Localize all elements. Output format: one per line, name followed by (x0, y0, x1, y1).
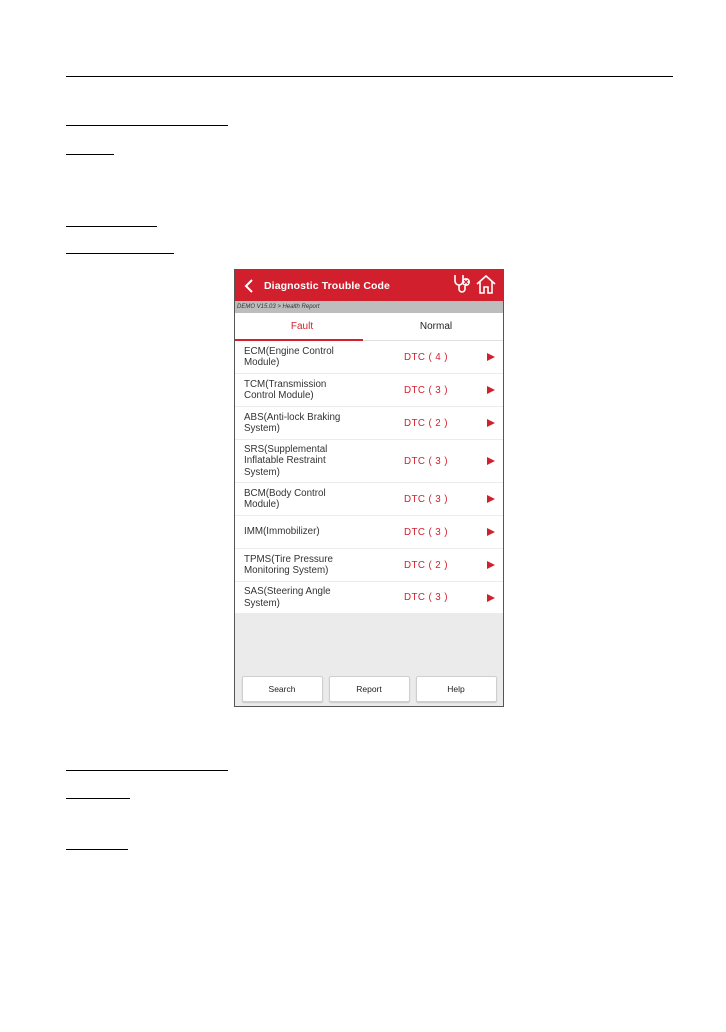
tab-bar (235, 313, 503, 341)
app-screenshot (234, 269, 504, 707)
top-icons (452, 273, 497, 300)
module-row[interactable] (235, 440, 503, 483)
dtc-count: DTC ( 3 ) (404, 384, 448, 396)
report-button[interactable]: Report (329, 676, 410, 702)
module-name: IMM(Immobilizer) (244, 526, 320, 538)
arrow-right-icon (487, 528, 495, 536)
module-name: ABS(Anti-lock Braking System) (244, 411, 341, 434)
tab-fault[interactable]: Fault (290, 321, 314, 332)
redacted-heading (66, 226, 157, 227)
stethoscope-icon[interactable] (452, 273, 472, 300)
module-name: TCM(Transmission Control Module) (244, 378, 327, 401)
redacted-heading (66, 849, 128, 850)
redacted-heading (66, 154, 114, 155)
module-row[interactable] (235, 407, 503, 440)
module-name: SAS(Steering Angle System) (244, 586, 331, 609)
dtc-count: DTC ( 2 ) (404, 559, 448, 571)
arrow-right-icon (487, 495, 495, 503)
screen-title: Diagnostic Trouble Code (264, 279, 390, 292)
module-name: TPMS(Tire Pressure Monitoring System) (244, 553, 333, 576)
search-button[interactable]: Search (242, 676, 323, 702)
module-name: BCM(Body Control Module) (244, 487, 326, 510)
dtc-count: DTC ( 3 ) (404, 493, 448, 505)
module-name: ECM(Engine Control Module) (244, 345, 334, 368)
header-rule (66, 76, 673, 77)
back-arrow-icon[interactable] (238, 270, 260, 301)
arrow-right-icon (487, 561, 495, 569)
home-icon[interactable] (475, 273, 497, 300)
breadcrumb: DEMO V15.03 > Health Report (235, 301, 503, 313)
module-row[interactable] (235, 549, 503, 582)
dtc-count: DTC ( 3 ) (404, 526, 448, 538)
module-list (235, 341, 503, 614)
module-row[interactable] (235, 341, 503, 374)
dtc-count: DTC ( 3 ) (404, 455, 448, 467)
module-row[interactable] (235, 374, 503, 407)
module-row[interactable] (235, 483, 503, 516)
tab-normal[interactable]: Normal (419, 321, 453, 332)
help-button[interactable]: Help (416, 676, 497, 702)
arrow-right-icon (487, 457, 495, 465)
redacted-heading (66, 253, 174, 254)
app-bar (235, 270, 503, 301)
module-row[interactable] (235, 582, 503, 614)
redacted-heading (66, 770, 228, 771)
arrow-right-icon (487, 353, 495, 361)
dtc-count: DTC ( 3 ) (404, 592, 448, 603)
module-row[interactable] (235, 516, 503, 549)
dtc-count: DTC ( 4 ) (404, 351, 448, 363)
arrow-right-icon (487, 594, 495, 602)
redacted-heading (66, 125, 228, 126)
arrow-right-icon (487, 419, 495, 427)
arrow-right-icon (487, 386, 495, 394)
redacted-heading (66, 798, 130, 799)
bottom-button-bar (235, 672, 503, 706)
dtc-count: DTC ( 2 ) (404, 417, 448, 429)
module-name: SRS(Supplemental Inflatable Restraint System) (244, 443, 328, 478)
